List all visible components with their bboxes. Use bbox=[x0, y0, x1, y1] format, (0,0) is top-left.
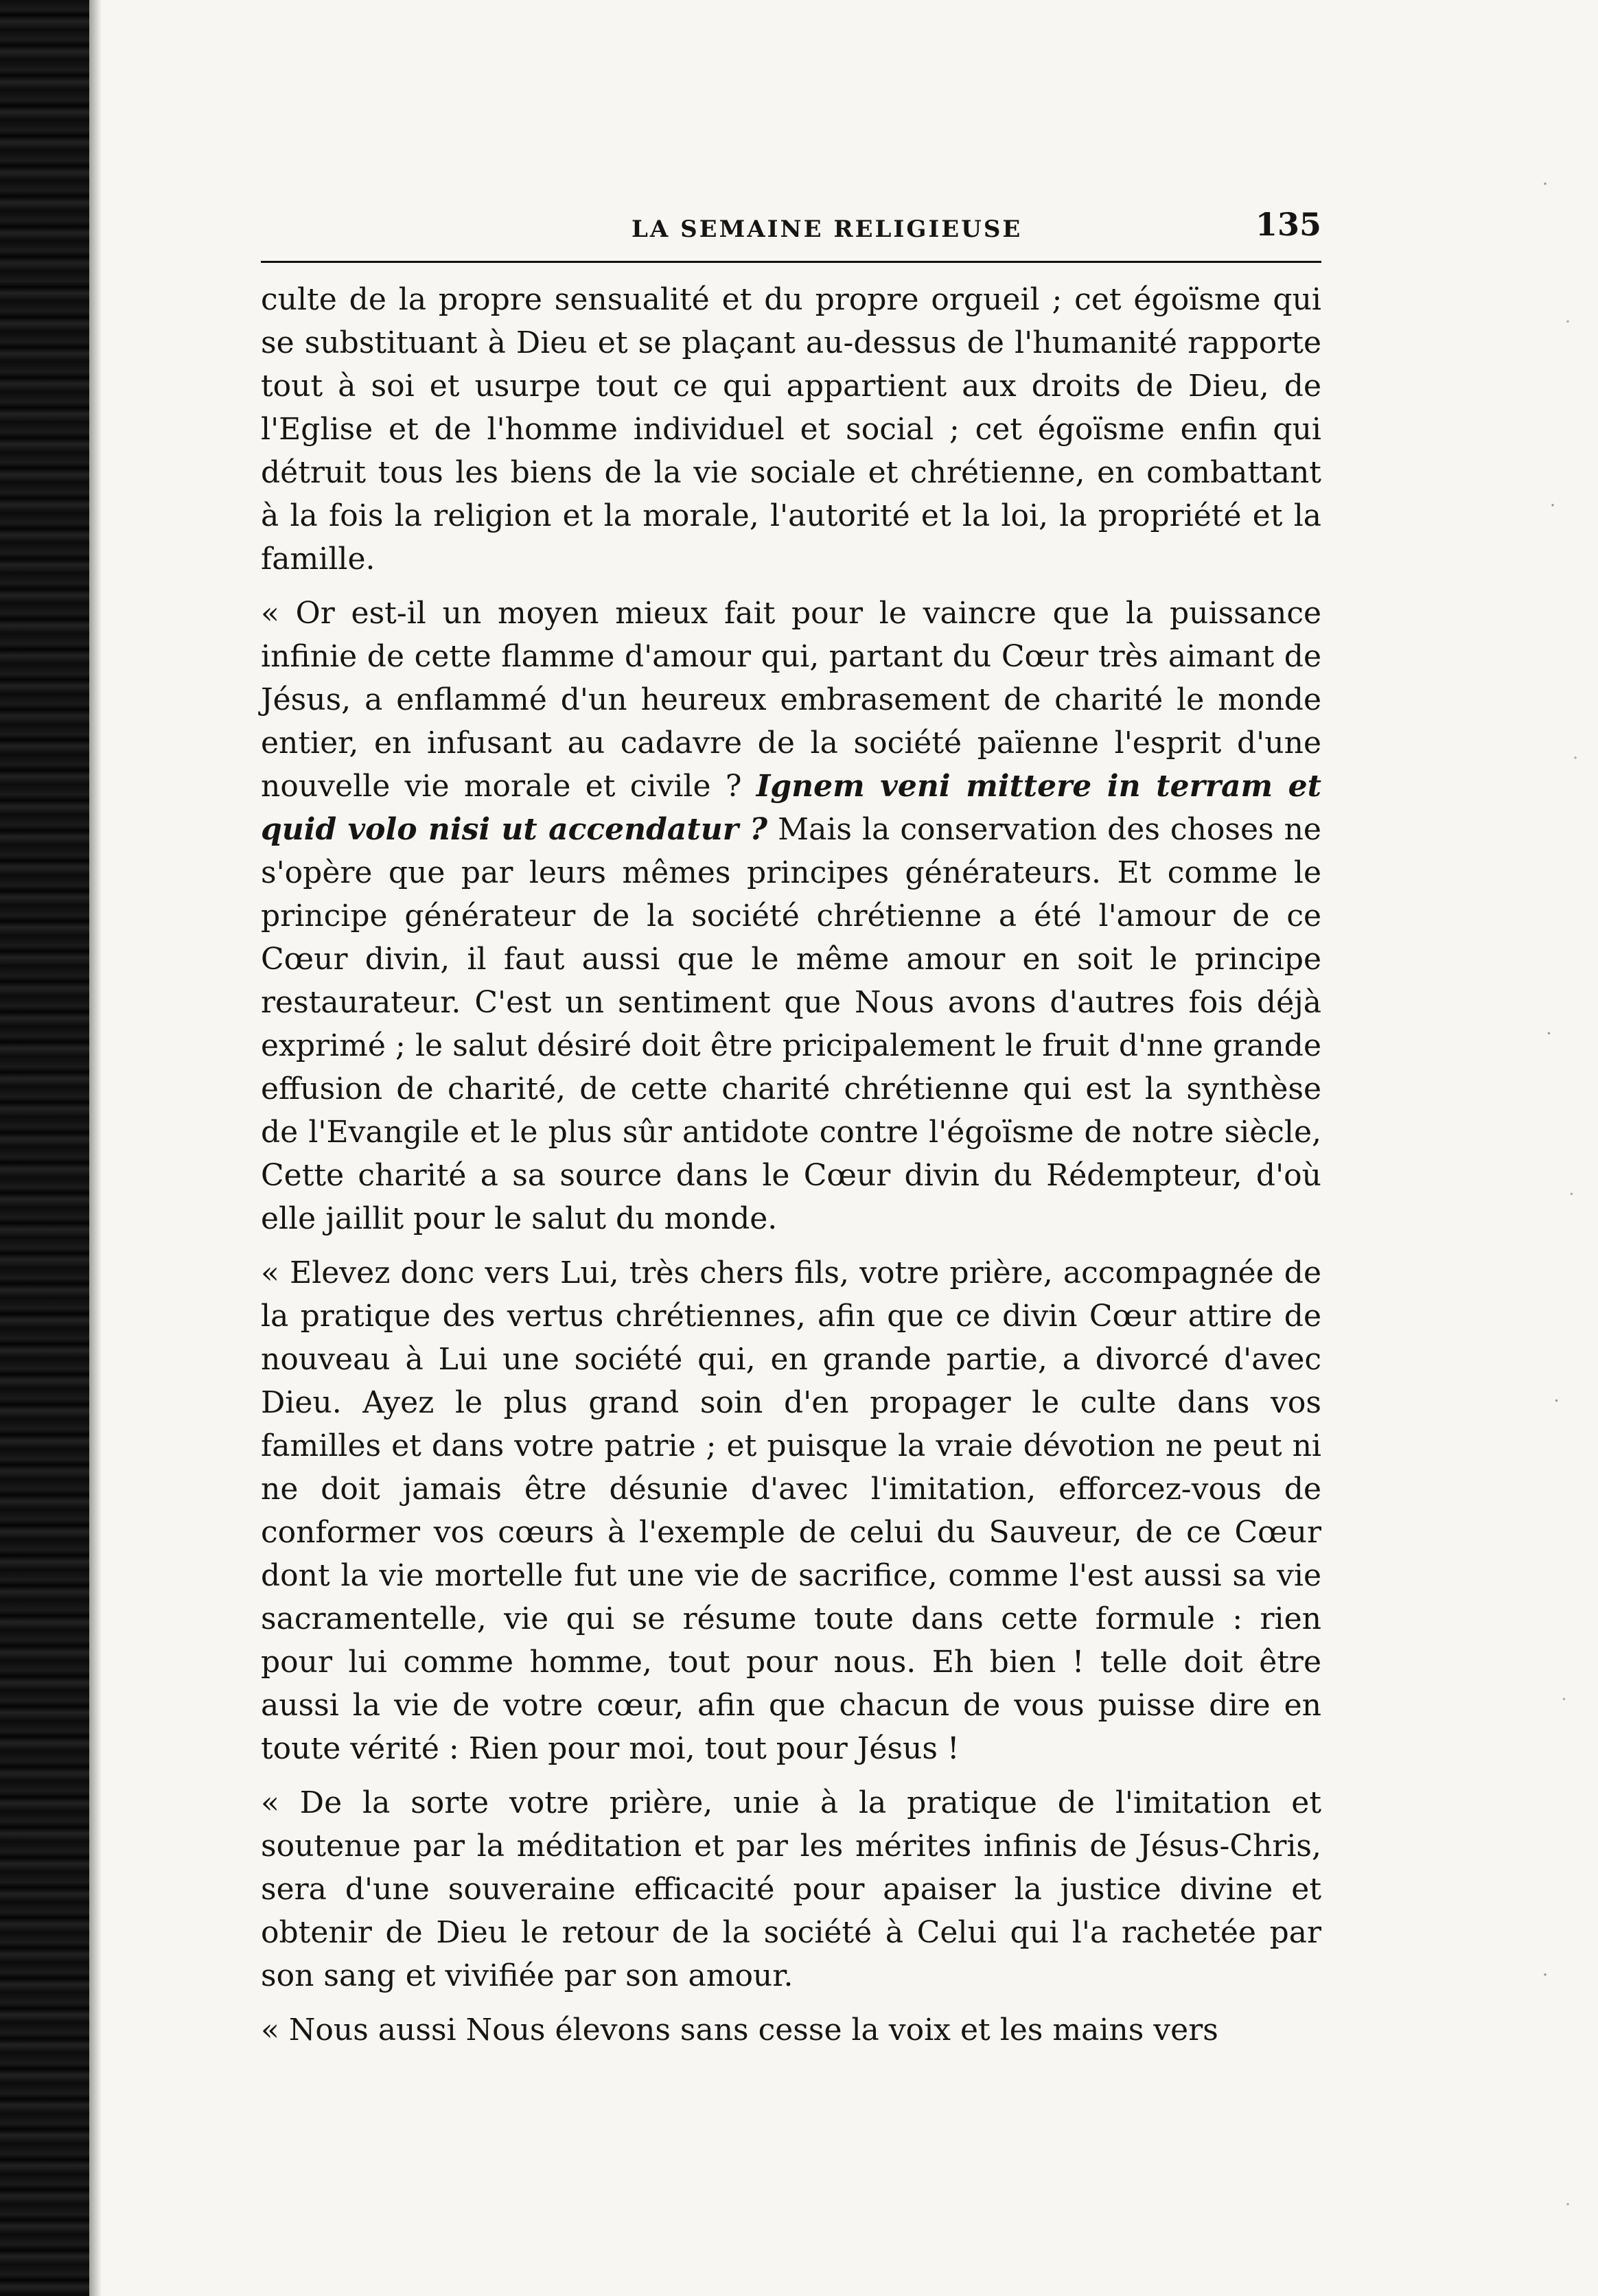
document-page bbox=[261, 206, 1321, 2063]
body-text bbox=[261, 278, 1321, 2052]
scan-binding-edge bbox=[0, 0, 89, 2296]
paragraph: « Elevez donc vers Lui, très chers fils, votre prière, accompagnée de la pratique des vertus chrétiennes, afin que ce divin Cœur attire de nouveau à Lui une société qui, en grande partie, a divorcé d'avec Dieu. Ayez le plus grand soin d'en propager le culte dans vos familles et dans votre patrie ; et puisque la vraie dévotion ne peut ni ne doit jamais être désunie d'avec l'imitation, efforcez-vous de conformer vos cœurs à l'exemple de celui du Sauveur, de ce Cœur dont la vie mortelle fut une vie de sacrifice, comme l'est aussi sa vie sacramentelle, vie qui se résume toute dans cette formule : rien pour lui comme homme, tout pour nous. Eh bien ! telle doit être aussi la vie de votre cœur, afin que chacun de vous puisse dire en toute vérité : Rien pour moi, tout pour Jésus ! bbox=[261, 1255, 1321, 1766]
paragraph-text: Mais la conservation des choses ne s'opère que par leurs mêmes principes générateurs. Et comme le principe générateur de la société chrétienne a été l'amour de ce Cœur divin, il faut aussi que le même amour en soit le principe restaurateur. C'est un sentiment que Nous avons d'autres fois déjà exprimé ; le salut désiré doit être pricipalement le fruit d'nne grande effusion de charité, de cette charité chrétienne qui est la synthèse de l'Evangile et le plus sûr antidote contre l'égoïsme de notre siècle, Cette charité a sa source dans le Cœur divin du Rédempteur, d'où elle jaillit pour le salut du monde. bbox=[261, 812, 1321, 1236]
scan-margin-noise bbox=[1522, 0, 1598, 2296]
latin-quotation: Ignem veni mittere in terram et quid volo nisi ut accendatur ? bbox=[261, 769, 1321, 847]
paragraph: « De la sorte votre prière, unie à la pratique de l'imitation et soutenue par la méditation et par les mérites infinis de Jésus-Chris, sera d'une souveraine efficacité pour apaiser la justice divine et obtenir de Dieu le retour de la société à Celui qui l'a rachetée par son sang et vivifiée par son amour. bbox=[261, 1785, 1321, 1993]
running-head: LA SEMAINE RELIGIEUSE bbox=[632, 216, 1023, 243]
page-header bbox=[261, 206, 1321, 261]
paragraph: « Nous aussi Nous élevons sans cesse la voix et les mains vers bbox=[261, 2013, 1218, 2048]
paragraph: culte de la propre sensualité et du propre orgueil ; cet égoïsme qui se substituant à Dieu et se plaçant au-dessus de l'humanité rapporte tout à soi et usurpe tout ce qui appartient aux droits de Dieu, de l'Eglise et de l'homme individuel et social ; cet égoïsme enfin qui détruit tous les biens de la vie sociale et chrétienne, en combattant à la fois la religion et la morale, l'autorité et la loi, la propriété et la famille. bbox=[261, 282, 1321, 577]
header-rule bbox=[261, 261, 1321, 263]
page-number: 135 bbox=[1255, 206, 1321, 243]
paragraph-text: « Or est-il un moyen mieux fait pour le vaincre que la puissance infinie de cette flamme d'amour qui, partant du Cœur très aimant de Jésus, a enflammé d'un heureux embrasement de charité le monde entier, en infusant au cadavre de la société païenne l'esprit d'une nouvelle vie morale et civile ? bbox=[261, 596, 1321, 804]
paragraph bbox=[261, 592, 1321, 1240]
